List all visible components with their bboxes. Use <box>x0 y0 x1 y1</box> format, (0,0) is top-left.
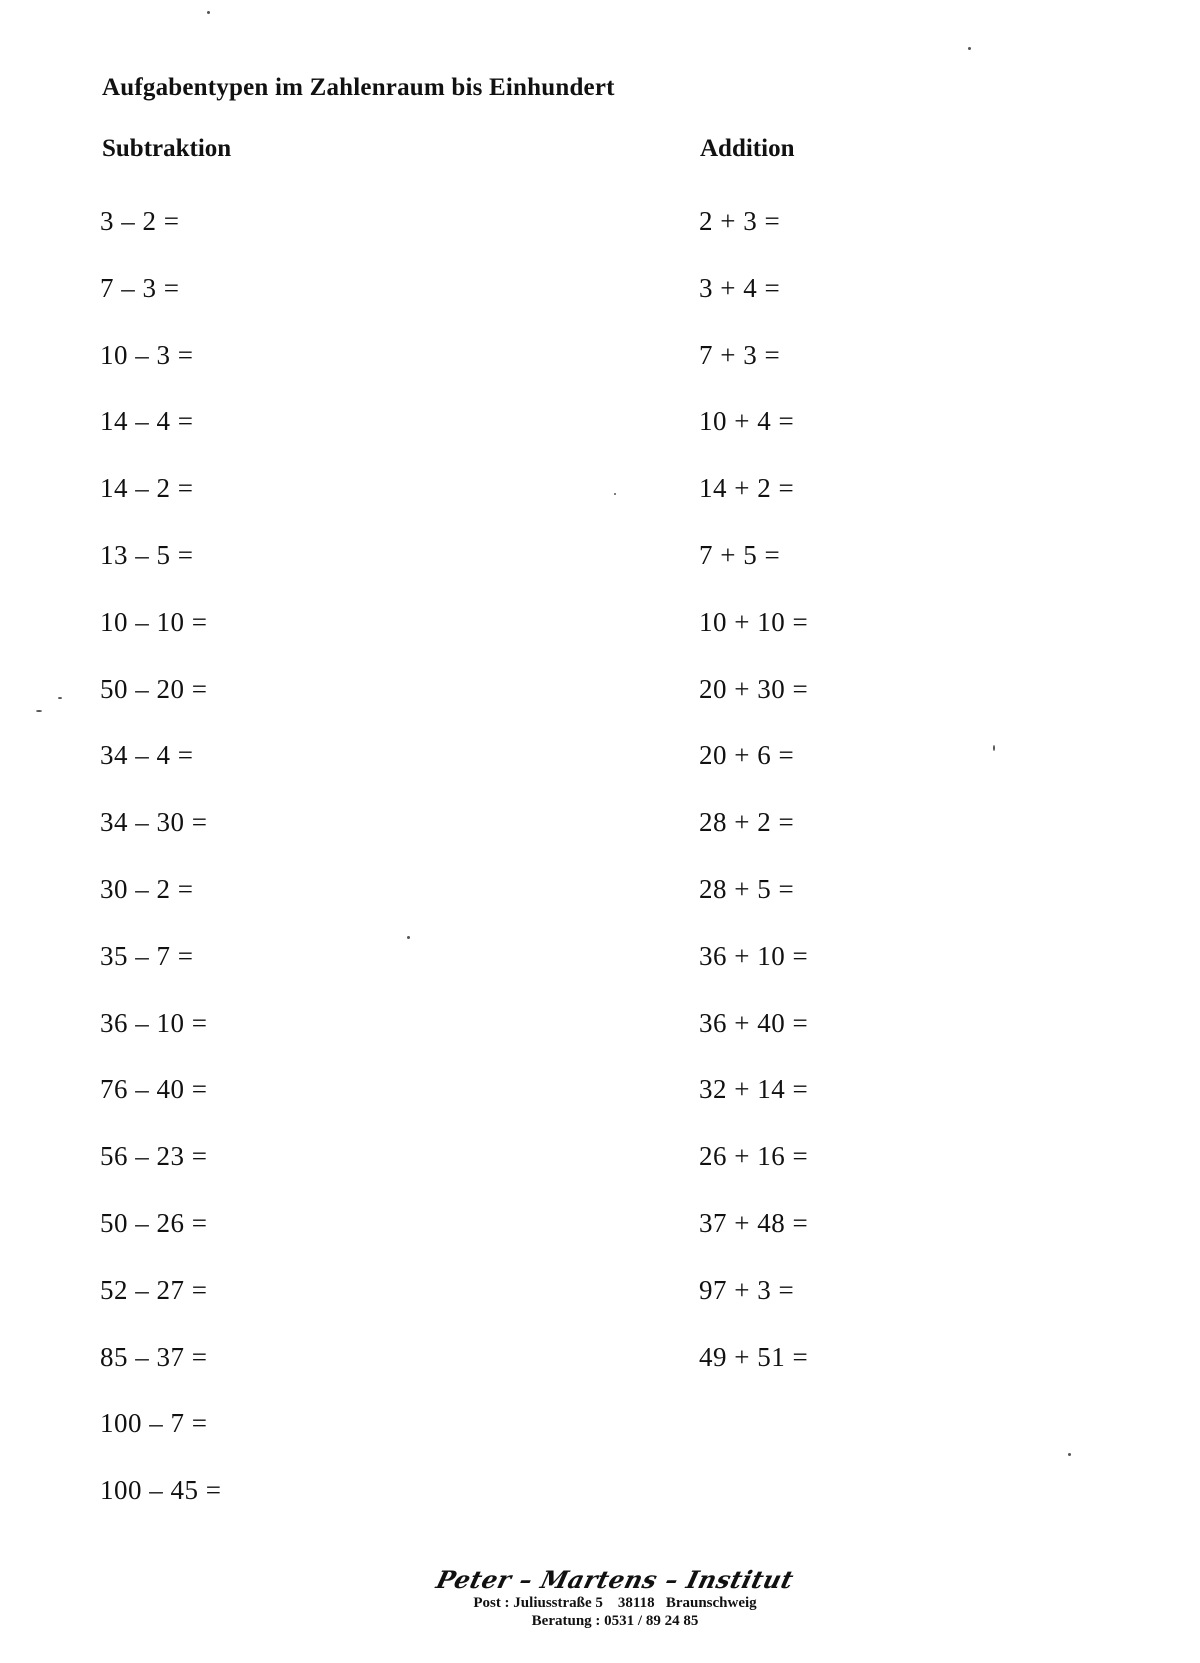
footer-address: Post : Juliusstraße 5 38118 Braunschweig <box>473 1595 757 1611</box>
scan-speck <box>58 697 62 699</box>
addition-problem: 49 + 51 = <box>699 1342 809 1372</box>
addition-problem: 36 + 40 = <box>699 1008 809 1038</box>
institute-footer <box>0 1565 1200 1630</box>
addition-problem: 7 + 5 = <box>699 540 781 570</box>
addition-problem: 37 + 48 = <box>699 1208 809 1238</box>
addition-problem: 10 + 10 = <box>699 607 809 637</box>
subtraction-problem: 56 – 23 = <box>100 1141 208 1171</box>
addition-problem: 36 + 10 = <box>699 941 809 971</box>
addition-heading: Addition <box>700 135 795 162</box>
addition-problem: 7 + 3 = <box>699 340 781 370</box>
scan-speck <box>36 710 42 712</box>
subtraction-problem: 100 – 7 = <box>100 1408 208 1438</box>
subtraction-problem: 13 – 5 = <box>100 540 194 570</box>
addition-problem: 28 + 5 = <box>699 874 795 904</box>
subtraction-problem: 76 – 40 = <box>100 1074 208 1104</box>
scan-speck <box>407 936 410 939</box>
subtraction-problem: 52 – 27 = <box>100 1275 208 1305</box>
subtraction-heading: Subtraktion <box>102 135 232 162</box>
scan-speck <box>968 47 971 50</box>
scan-speck <box>1068 1453 1071 1456</box>
addition-problem: 2 + 3 = <box>699 206 781 236</box>
subtraction-problem: 10 – 3 = <box>100 340 194 370</box>
scan-speck <box>993 745 995 751</box>
subtraction-problem: 36 – 10 = <box>100 1008 208 1038</box>
subtraction-problem: 50 – 26 = <box>100 1208 208 1238</box>
subtraction-problem: 50 – 20 = <box>100 674 208 704</box>
scan-speck <box>207 11 210 14</box>
addition-problem: 28 + 2 = <box>699 807 795 837</box>
subtraction-problem: 14 – 2 = <box>100 473 194 503</box>
addition-problem: 32 + 14 = <box>699 1074 809 1104</box>
institute-signature: Peter – Martens – Institut <box>433 1565 797 1594</box>
subtraction-problem: 7 – 3 = <box>100 273 180 303</box>
subtraction-problem: 35 – 7 = <box>100 941 194 971</box>
footer-phone: Beratung : 0531 / 89 24 85 <box>531 1613 699 1629</box>
addition-problem: 97 + 3 = <box>699 1275 795 1305</box>
subtraction-problem: 100 – 45 = <box>100 1475 222 1505</box>
subtraction-problem: 3 – 2 = <box>100 206 180 236</box>
addition-problem: 20 + 30 = <box>699 674 809 704</box>
addition-problem: 20 + 6 = <box>699 740 795 770</box>
worksheet-title: Aufgabentypen im Zahlenraum bis Einhundert <box>102 74 615 101</box>
subtraction-problem: 34 – 30 = <box>100 807 208 837</box>
scan-speck <box>614 493 616 495</box>
subtraction-problem: 10 – 10 = <box>100 607 208 637</box>
addition-problem: 3 + 4 = <box>699 273 781 303</box>
addition-problem: 26 + 16 = <box>699 1141 809 1171</box>
subtraction-problem: 30 – 2 = <box>100 874 194 904</box>
subtraction-problem: 34 – 4 = <box>100 740 194 770</box>
subtraction-problem: 85 – 37 = <box>100 1342 208 1372</box>
addition-problem: 10 + 4 = <box>699 406 795 436</box>
subtraction-problem: 14 – 4 = <box>100 406 194 436</box>
addition-problem: 14 + 2 = <box>699 473 795 503</box>
